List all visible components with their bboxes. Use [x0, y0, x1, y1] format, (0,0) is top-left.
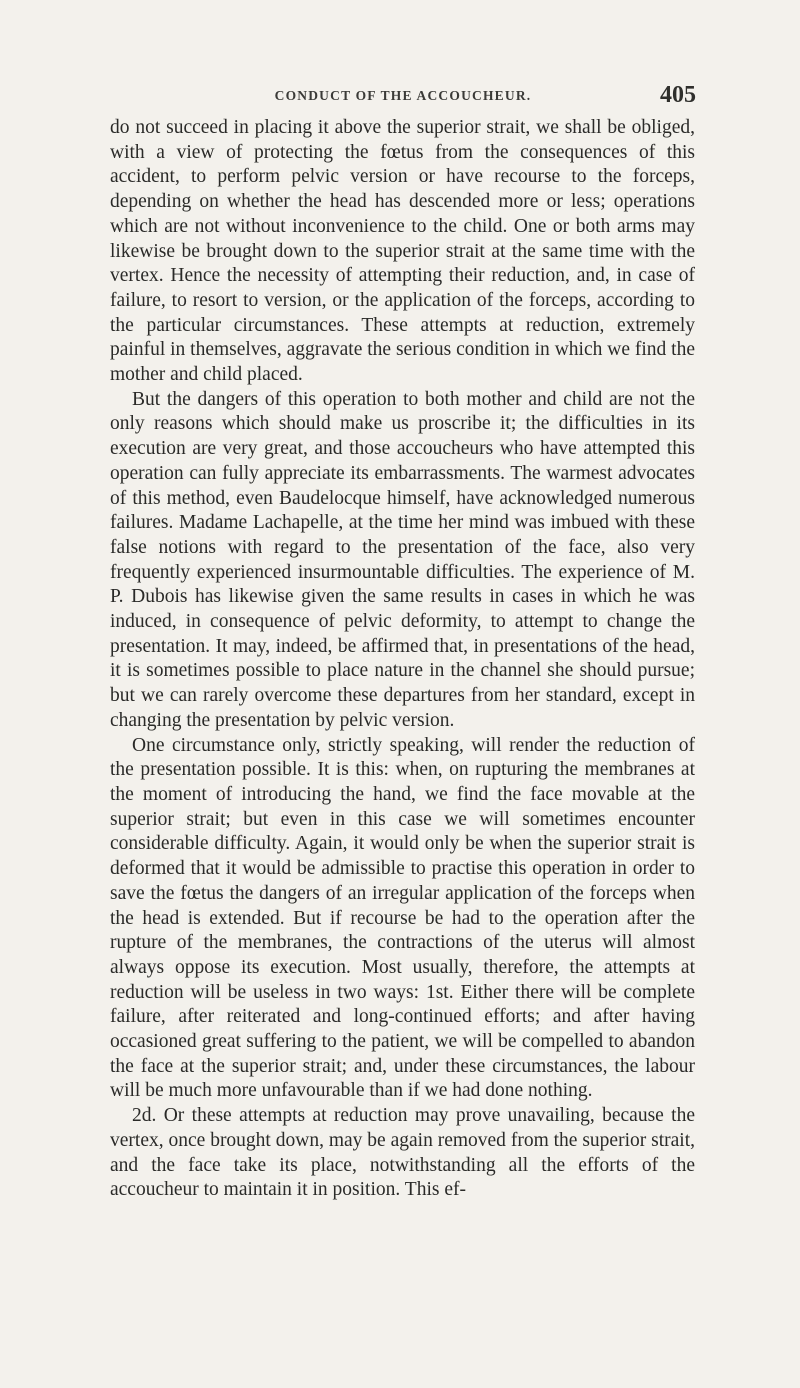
running-head: CONDUCT OF THE ACCOUCHEUR.: [274, 88, 532, 103]
paragraph-4: 2d. Or these attempts at reduction may prove unavailing, because the vertex, once brought down, may be again removed from the superior strait, and the face take its place, notwithstanding all the efforts of the accoucheur to maintain it in position. This ef-: [110, 1105, 695, 1201]
page-header: [110, 82, 696, 112]
paragraph-1: do not succeed in placing it above the superior strait, we shall be obliged, with a view of protecting the fœtus from the consequences of this accident, to perform pelvic version or have recourse to the forceps, depending on whether the head has descended more or less; operations which are not without inconvenience to the child. One or both arms may likewise be brought down to the superior strait at the same time with the vertex. Hence the necessity of attempting their reduction, and, in case of failure, to resort to version, or the application of the forceps, according to the particular circumstances. These attempts at reduction, extremely painful in themselves, aggravate the serious condition in which we find the mother and child placed.: [110, 117, 695, 386]
body-text: [110, 116, 695, 1203]
paragraph-3: One circumstance only, strictly speaking, will render the reduction of the presentation possible. It is this: when, on rupturing the membranes at the moment of introducing the hand, we find the face movable at the superior strait; but even in this case we will sometimes encounter considerable difficulty. Again, it would only be when the superior strait is deformed that it would be admissible to practise this operation in order to save the fœtus the dangers of an irregular application of the forceps when the head is extended. But if recourse be had to the operation after the rupture of the membranes, the contractions of the uterus will almost always oppose its execution. Most usually, therefore, the attempts at reduction will be useless in two ways: 1st. Either there will be complete failure, after reiterated and long-continued efforts; and after having occasioned great suffering to the patient, we will be compelled to abandon the face at the superior strait; and, under these circumstances, the labour will be much more unfavourable than if we had done nothing.: [110, 734, 695, 1102]
paragraph-2: But the dangers of this operation to both mother and child are not the only reasons which should make us proscribe it; the difficulties in its execution are very great, and those accoucheurs who have attempted this operation can fully appreciate its embarrassments. The warmest advocates of this method, even Baudelocque himself, have acknowledged numerous failures. Madame Lachapelle, at the time her mind was imbued with these false notions with regard to the presentation of the face, also very frequently experienced insurmountable difficulties. The experience of M. P. Dubois has likewise given the same results in cases in which he was induced, in consequence of pelvic deformity, to attempt to change the presentation. It may, indeed, be affirmed that, in presentations of the head, it is sometimes possible to place nature in the channel she should pursue; but we can rarely overcome these departures from her standard, except in changing the presentation by pelvic version.: [110, 388, 695, 731]
page-number: 405: [660, 82, 696, 108]
